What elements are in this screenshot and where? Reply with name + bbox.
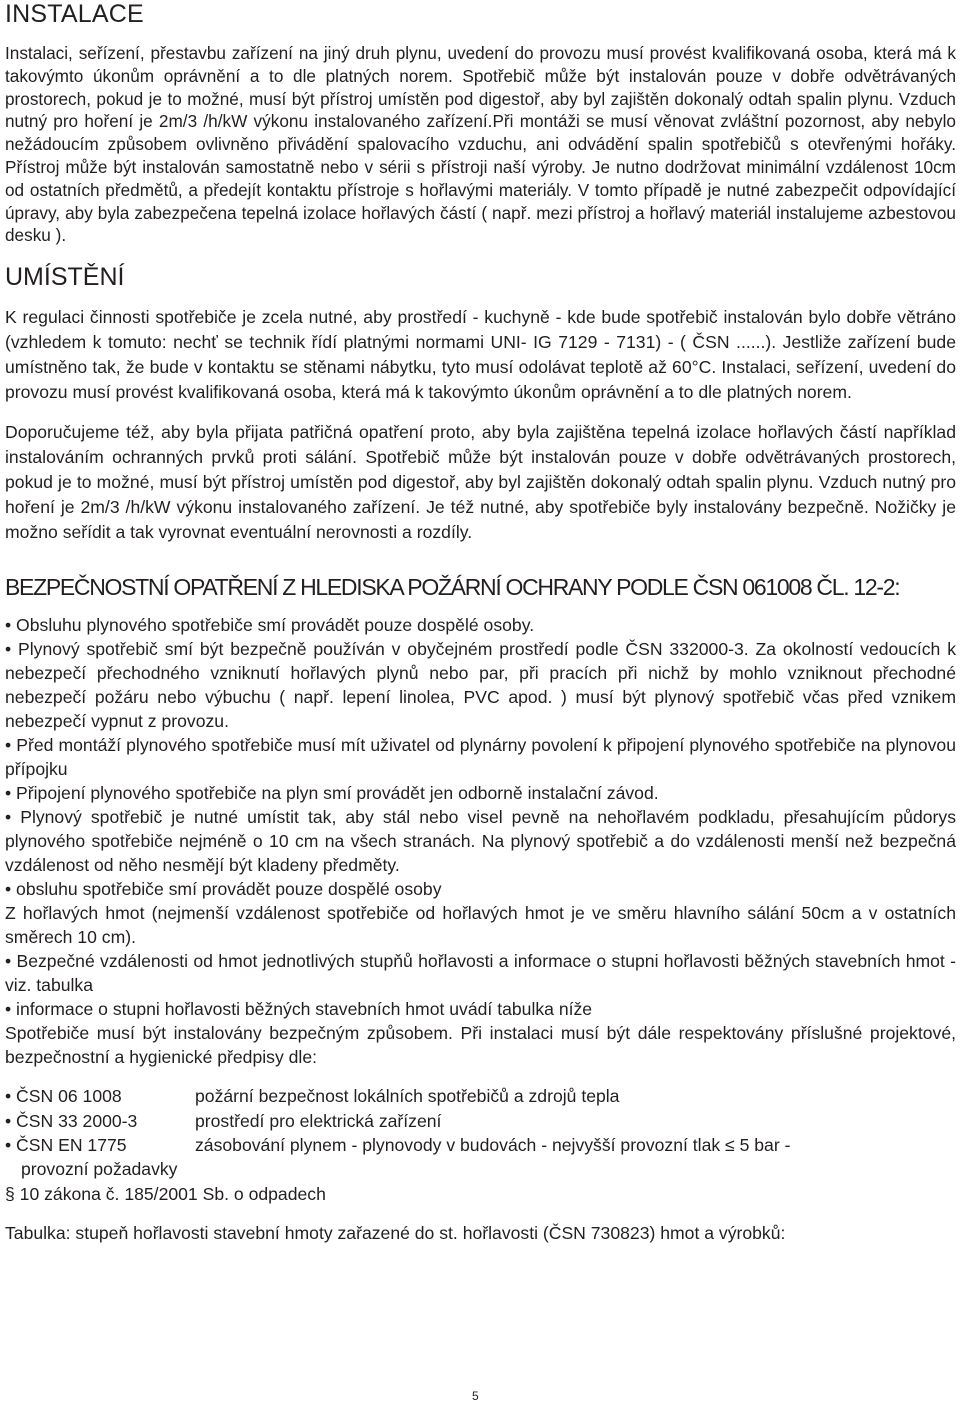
norm-code: • ČSN EN 1775 <box>5 1134 127 1155</box>
list-item: • Plynový spotřebič je nutné umístit tak, aby stál nebo visel pevně na nehořlavém podkladu, přesahujícím půdorys plynového spotřebiče nejméně o 10 cm na všech stranách. Na plynový spotřebič a do vzdálenosti menší než bezpečná vzdálenost od něho nesmějí být kladeny předměty. <box>5 807 956 876</box>
norm-code: • ČSN 33 2000-3 <box>5 1110 138 1131</box>
placement-section <box>5 263 956 545</box>
safety-heading: BEZPEČNOSTNÍ OPATŘENÍ Z HLEDISKA POŽÁRNÍ OCHRANY PODLE ČSN 061008 ČL. 12-2: <box>5 574 900 601</box>
list-item: Z hořlavých hmot (nejmenší vzdálenost spotřebiče od hořlavých hmot je ve směru hlavního sálání 50cm a v ostatních směrech 10 cm). <box>5 903 956 948</box>
list-item: • Připojení plynového spotřebiče na plyn smí provádět jen odborně instalační závod. <box>5 783 659 804</box>
law-reference: § 10 zákona č. 185/2001 Sb. o odpadech <box>5 1183 326 1204</box>
norm-row <box>5 1084 956 1108</box>
norm-code: • ČSN 06 1008 <box>5 1086 122 1107</box>
list-item: • Před montáží plynového spotřebiče musí mít uživatel od plynárny povolení k připojení plynového spotřebiče na plynovou přípojku <box>5 735 956 780</box>
installation-heading: INSTALACE <box>5 0 144 28</box>
norm-description: požární bezpečnost lokálních spotřebičů a zdrojů tepla <box>195 1086 620 1107</box>
list-item: • informace o stupni hořlavosti běžných stavebních hmot uvádí tabulka níže <box>5 999 593 1020</box>
norm-row <box>5 1109 956 1133</box>
installation-section <box>5 0 956 247</box>
placement-paragraph-1: K regulaci činnosti spotřebiče je zcela nutné, aby prostředí - kuchyně - kde bude spotřebič instalován bylo dobře větráno (vzhledem k tomuto: nechť se technik řídí platnými normami UNI- IG 7129 - 7131) - ( ČSN ......). Jestliže zařízení bude umístněno tak, že bude v kontaktu se stěnami nábytku, tyto musí odolávat teplotě až 60°C. Instalaci, seřízení, uvedení do provozu musí provést kvalifikovaná osoba, která má k takovýmto úkonům oprávnění a to dle platných norem. <box>5 307 956 403</box>
norm-row <box>5 1133 956 1157</box>
list-item: Spotřebiče musí být instalovány bezpečným způsobem. Při instalaci musí být dále respektovány příslušné projektové, bezpečnostní a hygienické předpisy dle: <box>5 1023 956 1068</box>
placement-heading: UMÍSTĚNÍ <box>5 263 125 292</box>
installation-paragraph: Instalaci, seřízení, přestavbu zařízení na jiný druh plynu, uvedení do provozu musí provést kvalifikovaná osoba, která má k takovýmto úkonům oprávnění a to dle platných norem. Spotřebič může být instalován pouze v dobře odvětrávaných prostorech, pokud je to možné, musí být přístroj umístěn pod digestoř, aby byl zajištěn dokonalý odtah spalin plynu. Vzduch nutný pro hoření je 2m/3 /h/kW výkonu instalovaného zařízení.Při montáži se musí věnovat zvláštní pozornost, aby nebylo nežádoucím způsobem ovlivněno přivádění spalovacího vzduchu, ani odvádění spalin spotřebičů s otevřenými hořáky. Přístroj může být instalován samostatně nebo v sérii s přístroji naší výroby. Je nutno dodržovat minimální vzdálenost 10cm od ostatních předmětů, a předejít kontaktu přístroje s hořlavými materiály. V tomto případě je nutné zabezpečit odpovídající úpravy, aby byla zabezpečena tepelná izolace hořlavých částí ( např. mezi přístroj a hořlavý materiál instalujeme azbestovou desku ). <box>5 43 956 246</box>
list-item: • Obsluhu plynového spotřebiče smí provádět pouze dospělé osoby. <box>5 615 535 636</box>
norm-continuation: provozní požadavky <box>21 1159 178 1180</box>
norms-list <box>5 1084 956 1206</box>
list-item: • Bezpečné vzdálenosti od hmot jednotlivých stupňů hořlavosti a informace o stupni hořlavosti běžných stavebních hmot - viz. tabulka <box>5 951 956 996</box>
table-caption: Tabulka: stupeň hořlavosti stavební hmoty zařazené do st. hořlavosti (ČSN 730823) hmot a výrobků: <box>5 1223 786 1244</box>
norm-description: prostředí pro elektrická zařízení <box>195 1110 442 1131</box>
norm-description: zásobování plynem - plynovody v budovách - nejvyšší provozní tlak ≤ 5 bar - <box>195 1134 791 1155</box>
document-page <box>5 0 956 1245</box>
page-number: 5 <box>472 1389 479 1403</box>
safety-section <box>5 576 956 1245</box>
list-item: • Plynový spotřebič smí být bezpečně používán v obyčejném prostředí podle ČSN 332000-3. Za okolností vedoucích k nebezpečí přechodného vzniknutí hořlavých plynů nebo par, při pracích při nichž by mohlo vzniknout přechodné nebezpečí požáru nebo výbuchu ( např. lepení linolea, PVC apod. ) musí být plynový spotřebič včas před vznikem nebezpečí vypnut z provozu. <box>5 639 956 732</box>
list-item: • obsluhu spotřebiče smí provádět pouze dospělé osoby <box>5 879 442 900</box>
safety-list <box>5 613 956 1069</box>
placement-paragraph-2: Doporučujeme též, aby byla přijata patřičná opatření proto, aby byla zajištěna tepelná izolace hořlavých částí například instalováním ochranných prvků proti sálání. Spotřebič může být instalován pouze v dobře odvětrávaných prostorech, pokud je to možné, musí být přístroj umístěn pod digestoř, aby byl zajištěn dokonalý odtah spalin plynu. Vzduch nutný pro hoření je 2m/3 /h/kW výkonu instalovaného zařízení. Je též nutné, aby spotřebiče byly instalovány bezpečně. Nožičky je možno seřídit a tak vyrovnat eventuální nerovnosti a rozdíly. <box>5 422 956 543</box>
